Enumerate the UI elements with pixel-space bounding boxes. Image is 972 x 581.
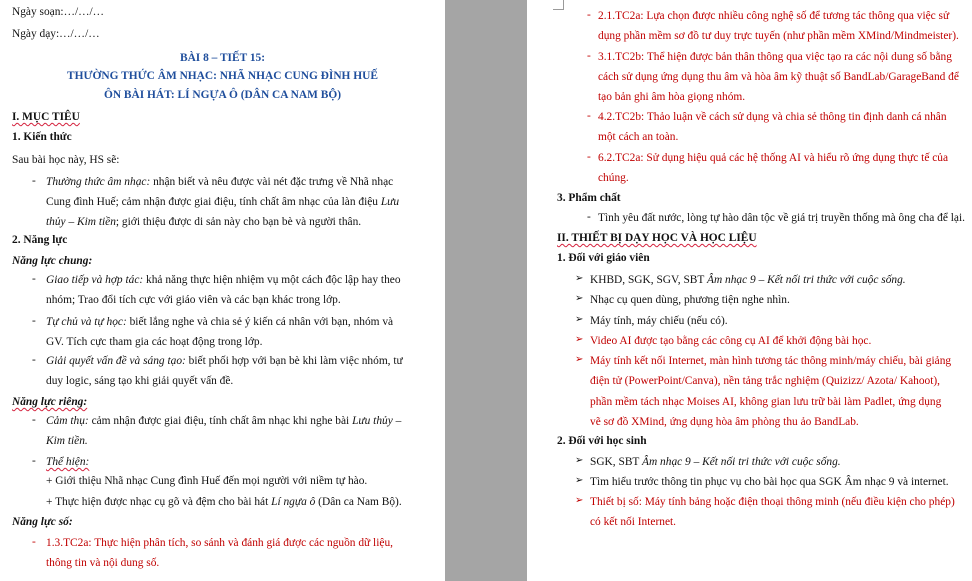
topic-heading-1: THƯỜNG THỨC ÂM NHẠC: NHÃ NHẠC CUNG ĐÌNH HUẾ: [67, 70, 378, 82]
specific-item-1-line-2: Kim tiền.: [46, 435, 88, 447]
digital-item-2-line-1: 2.1.TC2a: Lựa chọn được nhiều công nghệ số để tương tác thông qua việc sử: [598, 10, 950, 22]
arrow-right-icon: ➢: [575, 495, 584, 506]
teacher-item-2: Nhạc cụ quen dùng, phương tiện nghe nhìn.: [590, 294, 790, 306]
digital-item-5-line-2: chúng.: [598, 172, 629, 184]
teacher-item-5-line-3: phần mềm tách nhạc Moises AI, không gian lưu trữ bài làm Padlet, ứng dụng: [590, 396, 942, 408]
bullet-dash: -: [32, 315, 36, 327]
digital-item-3-line-2: cách sử dụng ứng dụng thu âm và hòa âm kỹ thuật số BandLab/GarageBand để: [598, 71, 959, 83]
specific-item-1-line-1: Cảm thụ: cảm nhận được giai điệu, tính chất âm nhạc khi nghe bài Lưu thủy –: [46, 415, 402, 427]
arrow-right-icon: ➢: [575, 293, 584, 304]
teacher-item-5-line-1: Máy tính kết nối Internet, màn hình tương tác thông minh/máy chiếu, bài giảng: [590, 355, 952, 367]
digital-item-1-line-2: thông tin và nội dung số.: [46, 557, 160, 569]
bullet-dash: -: [32, 455, 36, 467]
quality-item: Tình yêu đất nước, lòng tự hào dân tộc về giá trị truyền thống mà ông cha để lại.: [598, 212, 965, 224]
bullet-dash: -: [587, 110, 591, 122]
knowledge-item-line-2: Cung đình Huế; cảm nhận được giai điệu, tính chất âm nhạc của làn điệu Lưu: [46, 196, 400, 208]
digital-item-4-line-1: 4.2.TC2b: Thảo luận về cách sử dụng và chia sẻ thông tin định danh cá nhân: [598, 111, 947, 123]
general-item-2-line-2: GV. Tích cực tham gia các hoạt động trong lớp.: [46, 336, 263, 348]
arrow-right-icon: ➢: [575, 455, 584, 466]
document-page-right: [527, 0, 972, 581]
subheading-student: 2. Đối với học sinh: [557, 435, 647, 447]
student-item-3-line-2: có kết nối Internet.: [590, 516, 677, 528]
specific-item-2-line-2: + Thực hiện được nhạc cụ gõ và đệm cho bài hát Lí ngựa ô (Dân ca Nam Bộ).: [46, 496, 402, 508]
student-item-1: SGK, SBT Âm nhạc 9 – Kết nối tri thức với cuộc sống.: [590, 456, 841, 468]
general-item-2-line-1: Tự chủ và tự học: biết lắng nghe và chia sẻ ý kiến cá nhân với bạn, nhóm và: [46, 316, 394, 328]
general-item-3-line-2: duy logic, sáng tạo khi giải quyết vấn đề.: [46, 375, 234, 387]
knowledge-item-line-3: thủy – Kim tiền; giới thiệu được di sản này cho bạn bè và người thân.: [46, 216, 362, 228]
arrow-right-icon: ➢: [575, 273, 584, 284]
subheading-qualities: 3. Phẩm chất: [557, 192, 621, 204]
teacher-item-5-line-2: điện tử (PowerPoint/Canva), nền tảng trắc nghiệm (Quizizz/ Azota/ Kahoot),: [590, 375, 941, 387]
subheading-knowledge: 1. Kiến thức: [12, 131, 72, 143]
general-item-1-line-2: nhóm; Trao đổi tích cực với giáo viên và các bạn khác trong lớp.: [46, 294, 341, 306]
knowledge-item-line-1: Thường thức âm nhạc: nhận biết và nêu được vài nét đặc trưng về Nhã nhạc: [46, 176, 394, 188]
digital-competence-heading: Năng lực số:: [12, 516, 73, 528]
digital-item-2-line-2: dụng phần mềm sơ đồ tư duy trực tuyến (như phần mềm XMind/Mindmeister).: [598, 30, 959, 42]
student-item-3-line-1: Thiết bị số: Máy tính bảng hoặc điện thoại thông minh (nếu điều kiện cho phép): [590, 496, 955, 508]
digital-item-3-line-3: tạo bản ghi âm hòa giọng nhóm.: [598, 91, 746, 103]
teacher-item-3: Máy tính, máy chiếu (nếu có).: [590, 315, 728, 327]
arrow-right-icon: ➢: [575, 354, 584, 365]
digital-item-3-line-1: 3.1.TC2b: Thể hiện được bản thân thông qua việc tạo ra các nội dung số bằng: [598, 51, 952, 63]
arrow-right-icon: ➢: [575, 475, 584, 486]
teacher-item-4: Video AI được tạo bằng các công cụ AI để khởi động bài học.: [590, 335, 872, 347]
bullet-dash: -: [587, 151, 591, 163]
teacher-item-5-line-4: vẽ sơ đồ XMind, ứng dụng hòa âm phòng thu ảo BandLab.: [590, 416, 859, 428]
specific-competence-heading: Năng lực riêng:: [12, 396, 88, 408]
bullet-dash: -: [32, 273, 36, 285]
digital-item-4-line-2: một cách an toàn.: [598, 131, 679, 143]
digital-item-1-line-1: 1.3.TC2a: Thực hiện phân tích, so sánh và đánh giá được các nguồn dữ liệu,: [46, 537, 393, 549]
general-competence-heading: Năng lực chung:: [12, 255, 93, 267]
arrow-right-icon: ➢: [575, 314, 584, 325]
specific-item-2-line-1: + Giới thiệu Nhã nhạc Cung đình Huế đến mọi người với niềm tự hào.: [46, 475, 368, 487]
student-item-2: Tìm hiểu trước thông tin phục vụ cho bài học qua SGK Âm nhạc 9 và internet.: [590, 476, 949, 488]
section-heading-equipment: II. THIẾT BỊ DẠY HỌC VÀ HỌC LIỆU: [557, 232, 757, 244]
bullet-dash: -: [32, 414, 36, 426]
lesson-title: BÀI 8 – TIẾT 15:: [179, 52, 266, 64]
arrow-right-icon: ➢: [575, 334, 584, 345]
general-item-1-line-1: Giao tiếp và hợp tác: khả năng thực hiện nhiệm vụ một cách độc lập hay theo: [46, 274, 401, 286]
general-item-3-line-1: Giải quyết vấn đề và sáng tạo: biết phối hợp với bạn bè khi làm việc nhóm, tư: [46, 355, 403, 367]
bullet-dash: -: [32, 175, 36, 187]
digital-item-5-line-1: 6.2.TC2a: Sử dụng hiệu quả các hệ thống AI và hiểu rõ ứng dụng thực tế của: [598, 152, 949, 164]
bullet-dash: -: [587, 9, 591, 21]
margin-corner-mark: [553, 0, 564, 10]
document-page-left: [0, 0, 445, 581]
topic-heading-2: ÔN BÀI HÁT: LÍ NGỰA Ô (DÂN CA NAM BỘ): [104, 89, 341, 101]
section-heading-objectives: I. MỤC TIÊU: [12, 111, 80, 123]
bullet-dash: -: [587, 211, 591, 223]
subheading-competence: 2. Năng lực: [12, 234, 68, 246]
bullet-dash: -: [32, 354, 36, 366]
bullet-dash: -: [32, 536, 36, 548]
intro-text: Sau bài học này, HS sẽ:: [12, 154, 120, 166]
specific-item-2-label: Thể hiện:: [46, 456, 90, 468]
subheading-teacher: 1. Đối với giáo viên: [557, 252, 650, 264]
bullet-dash: -: [587, 50, 591, 62]
date-prepared: Ngày soạn:…/…/…: [12, 6, 105, 18]
teacher-item-1: KHBD, SGK, SGV, SBT Âm nhạc 9 – Kết nối tri thức với cuộc sống.: [590, 274, 906, 286]
date-taught: Ngày dạy:…/…/…: [12, 28, 100, 40]
